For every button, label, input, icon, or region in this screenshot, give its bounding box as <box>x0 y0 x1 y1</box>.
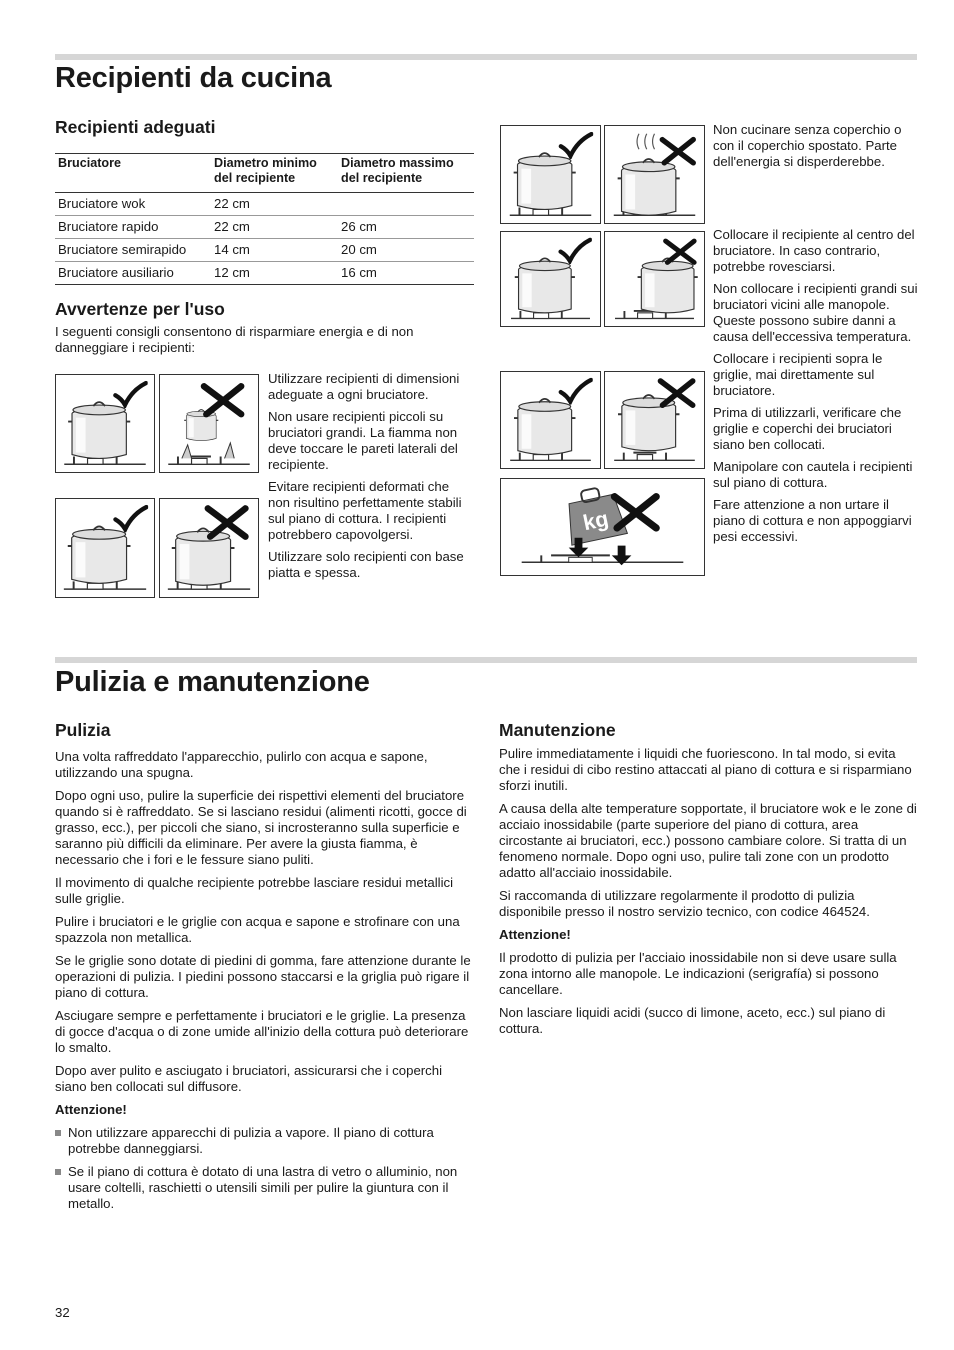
tip-text: Fare attenzione a non urtare il piano di cottura e non appoggiarvi pesi eccessivi. <box>713 497 912 544</box>
figure-pot-flat-base <box>55 498 155 598</box>
table-cell <box>338 193 474 216</box>
table-header: Bruciatore <box>55 154 211 193</box>
paragraph: A causa della alte temperature sopportate, il bruciatore wok e le zone di acciaio inossidabile (parte superiore del piano di cottura, area circostante ai bruciatori, ecc.) possono cambiare colore. Si tratta di un fenomeno normale. Dopo ogni uso, pulire tali zone con un prodotto adatto all'acciaio inossidabile. <box>499 801 917 880</box>
figure-pot-on-burner <box>604 371 705 469</box>
table-cell: Bruciatore wok <box>55 193 211 216</box>
figure-pot-off-center <box>604 231 705 327</box>
page-number: 32 <box>55 1305 70 1320</box>
left-tips <box>268 371 474 587</box>
table-row <box>55 216 474 239</box>
table-header: Diametro massimo del recipiente <box>338 154 474 193</box>
kg-label: kg <box>580 505 611 536</box>
figure-pot-deformed <box>159 498 259 598</box>
paragraph: Asciugare sempre e perfettamente i bruciatori e le griglie. La presenza di gocce d'acqua o di zone umide all'inizio della cottura può deteriorare lo smalto. <box>55 1008 469 1055</box>
tip-text: Utilizzare recipienti di dimensioni adeguate a ogni bruciatore. <box>268 371 460 402</box>
intro-text: I seguenti consigli consentono di risparmiare energia e di non danneggiare i recipienti: <box>55 324 414 355</box>
table-cell: 20 cm <box>338 239 474 262</box>
manutenzione-body <box>499 746 917 1044</box>
table-cell: Bruciatore semirapido <box>55 239 211 262</box>
table-header: Diametro minimo del recipiente <box>211 154 338 193</box>
figure-pot-no-lid <box>604 125 705 224</box>
table-cell: 14 cm <box>211 239 338 262</box>
list-item: Se il piano di cottura è dotato di una lastra di vetro o alluminio, non usare coltelli, raschietti o utensili simili per pulire la giuntura con il metallo. <box>55 1164 473 1212</box>
figure-heavy-weight <box>500 478 705 576</box>
paragraph: Pulire i bruciatori e le griglie con acqua e sapone e strofinare con una spazzola non metallica. <box>55 914 460 945</box>
burner-table <box>55 153 474 285</box>
table-row <box>55 239 474 262</box>
subheading-warnings: Avvertenze per l'uso <box>55 299 225 319</box>
tip-text: Manipolare con cautela i recipienti sul piano di cottura. <box>713 459 913 490</box>
table-cell: Bruciatore ausiliario <box>55 262 211 285</box>
paragraph: Se le griglie sono dotate di piedini di gomma, fare attenzione durante le operazioni di pulizia. I piedini possono staccarsi e la griglia può rigare il piano di cottura. <box>55 953 471 1000</box>
paragraph: Pulire immediatamente i liquidi che fuoriescono. In tal modo, si evita che i residui di cibo restino attaccati al piano di cottura e si risparmiano sforzi inutili. <box>499 746 912 793</box>
tip-text: Non collocare i recipienti grandi sui bruciatori vicini alle manopole. Queste possono subire danni a causa dell'eccessiva temperatura. <box>713 281 918 344</box>
tip-text: Utilizzare solo recipienti con base piatta e spessa. <box>268 549 464 580</box>
figure-pot-correct-size <box>55 374 155 473</box>
table-cell: 12 cm <box>211 262 338 285</box>
attention-label: Attenzione! <box>499 927 571 942</box>
table-row <box>55 193 474 216</box>
subheading-adequate: Recipienti adeguati <box>55 117 216 137</box>
table-cell: 26 cm <box>338 216 474 239</box>
table-cell: 16 cm <box>338 262 474 285</box>
subheading-manutenzione: Manutenzione <box>499 720 616 740</box>
paragraph: Non lasciare liquidi acidi (succo di limone, aceto, ecc.) sul piano di cottura. <box>499 1005 886 1036</box>
tip-text: Prima di utilizzarli, verificare che griglie e coperchi dei bruciatori siano ben collocati. <box>713 405 902 452</box>
right-tips-b <box>713 227 919 551</box>
figure-pot-centered <box>500 231 601 327</box>
figure-pot-small-on-large <box>159 374 259 473</box>
tip-text: Evitare recipienti deformati che non risultino perfettamente stabili sul piano di cottura. I recipienti potrebbero capovolgersi. <box>268 479 462 542</box>
subheading-pulizia: Pulizia <box>55 720 111 740</box>
tip-text: Non cucinare senza coperchio o con il coperchio spostato. Parte dell'energia si disperderebbe. <box>713 122 902 169</box>
section-divider <box>55 54 917 60</box>
paragraph: Una volta raffreddato l'apparecchio, pulirlo con acqua e sapone, utilizzando una spugna. <box>55 749 428 780</box>
list-item: Non utilizzare apparecchi di pulizia a vapore. Il piano di cottura potrebbe danneggiarsi. <box>55 1125 473 1157</box>
section-title: Pulizia e manutenzione <box>55 666 370 698</box>
tip-text: Collocare i recipienti sopra le griglie, mai direttamente sul bruciatore. <box>713 351 883 398</box>
page-title: Recipienti da cucina <box>55 62 332 94</box>
section-divider <box>55 657 917 663</box>
tip-text: Non usare recipienti piccoli su bruciatori grandi. La fiamma non deve toccare le pareti laterali del recipiente. <box>268 409 458 472</box>
table-cell: 22 cm <box>211 193 338 216</box>
paragraph: Dopo aver pulito e asciugato i bruciatori, assicurarsi che i coperchi siano ben collocati sul diffusore. <box>55 1063 443 1094</box>
paragraph: Dopo ogni uso, pulire la superficie dei rispettivi elementi del bruciatore quando si è raffreddato. Se si lasciano residui (alimenti ricotti, gocce di grasso, ecc.), per piccoli che siano, si incrosteranno sulla superficie e saranno più difficili da eliminare. Per avere la giusta fiamma, è necessario che i fori e le fessure siano puliti. <box>55 788 467 867</box>
pulizia-body <box>55 749 473 1219</box>
tip-text: Collocare il recipiente al centro del bruciatore. In caso contrario, potrebbe rovesciarsi. <box>713 227 915 274</box>
figure-pot-on-grid <box>500 371 601 469</box>
table-cell: 22 cm <box>211 216 338 239</box>
attention-label: Attenzione! <box>55 1102 127 1117</box>
paragraph: Si raccomanda di utilizzare regolarmente il prodotto di pulizia disponibile presso il nostro servizio tecnico, con codice 464524. <box>499 888 870 919</box>
paragraph: Il movimento di qualche recipiente potrebbe lasciare residui metallici sulle griglie. <box>55 875 454 906</box>
table-row <box>55 262 474 285</box>
figure-pot-with-lid <box>500 125 601 224</box>
right-tips-a <box>713 122 919 176</box>
table-cell: Bruciatore rapido <box>55 216 211 239</box>
attention-list <box>55 1125 473 1212</box>
paragraph: Il prodotto di pulizia per l'acciaio inossidabile non si deve usare sulla zona intorno alle manopole. Le indicazioni (serigrafía) si possono cancellare. <box>499 950 897 997</box>
